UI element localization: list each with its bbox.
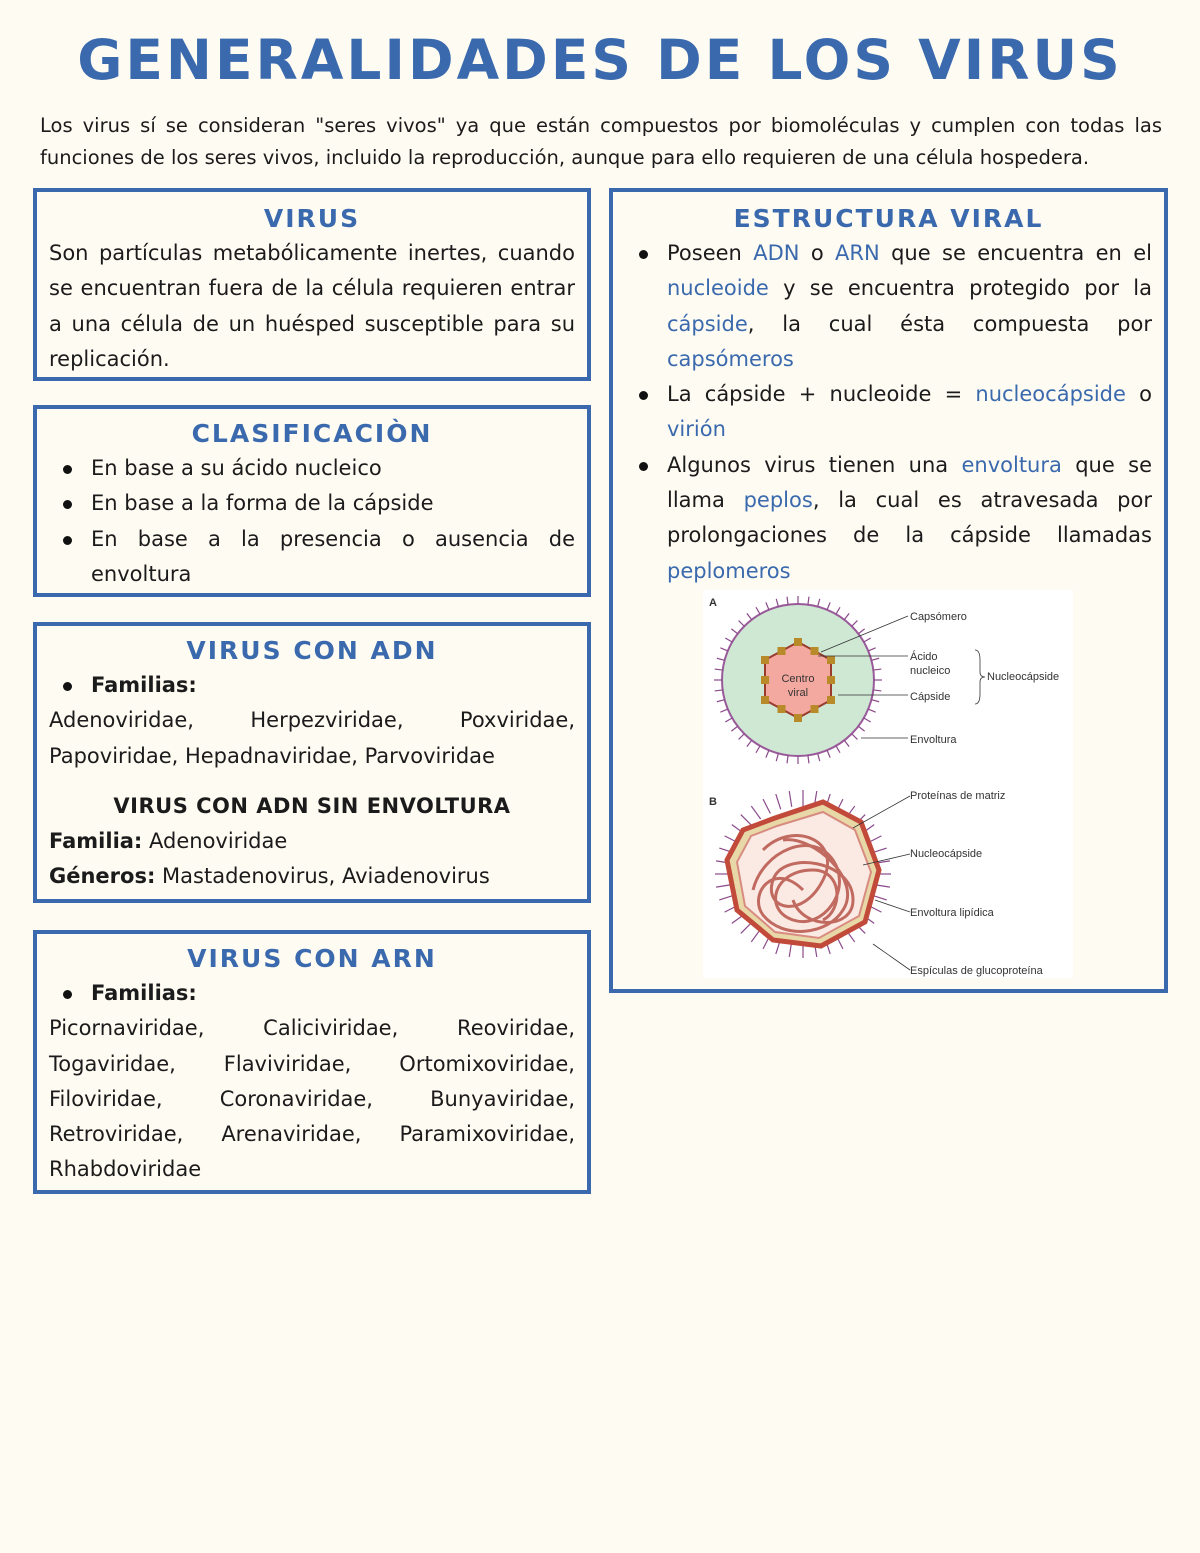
- adn-list: [49, 668, 575, 703]
- clasificacion-list: [49, 451, 575, 592]
- familia-value: Adenoviridae: [142, 828, 288, 853]
- arn-heading: VIRUS CON ARN: [187, 944, 437, 973]
- adn-generos-line: [49, 859, 575, 894]
- list-item: La cápside + nucleoide = nucleocápside o virión: [625, 377, 1152, 448]
- estructura-heading: ESTRUCTURA VIRAL: [733, 204, 1044, 233]
- keyword: peplomeros: [667, 558, 791, 583]
- page-title: GENERALIDADES DE LOS VIRUS: [77, 28, 1123, 92]
- centro-label-2: viral: [787, 687, 809, 699]
- centro-label-1: Centro: [781, 673, 815, 685]
- keyword: virión: [667, 417, 726, 442]
- arn-list: [49, 976, 575, 1011]
- list-item: En base a la presencia o ausencia de envoltura: [49, 522, 575, 593]
- nucleocapside-label: Nucleocápside: [987, 671, 1060, 683]
- clasificacion-heading: CLASIFICACIÒN: [191, 419, 433, 448]
- enveloped-virus-diagram: [714, 596, 882, 764]
- familia-label: Familia:: [49, 828, 143, 853]
- capsomero-label: Capsómero: [910, 611, 967, 623]
- list-item: En base a su ácido nucleico: [49, 451, 575, 486]
- arn-card: [33, 930, 591, 1194]
- figure-label-a: A: [709, 597, 717, 609]
- list-item: Poseen ADN o ARN que se encuentra en el nucleoide y se encuentra protegido por la cápside, la cual ésta compuesta por capsómeros: [625, 236, 1152, 377]
- espiculas-label: Espículas de glucoproteína: [910, 965, 1043, 977]
- generos-value: Mastadenovirus, Aviadenovirus: [155, 864, 490, 889]
- list-item: [49, 668, 575, 703]
- envoltura-label: Envoltura: [910, 734, 957, 746]
- familias-label: Familias:: [91, 981, 197, 1005]
- keyword: capsómeros: [667, 346, 794, 371]
- adn-heading: VIRUS CON ADN: [186, 636, 438, 665]
- acido-label-2: nucleico: [910, 665, 951, 677]
- nucleocapside-b-label: Nucleocápside: [910, 848, 983, 860]
- keyword: envoltura: [961, 452, 1062, 477]
- keyword: ADN: [753, 241, 800, 265]
- keyword: nucleoide: [667, 276, 769, 301]
- keyword: cápside: [667, 311, 748, 336]
- list-item: [49, 976, 575, 1011]
- keyword: ARN: [835, 241, 880, 265]
- estructura-list: [625, 236, 1152, 589]
- intro-paragraph: Los virus sí se consideran "seres vivos" ya que están compuestos por biomoléculas y cumplen con todas las funciones de los seres vivos, incluido la reproducción, aunque para ello requieren de una célula hospedera.: [40, 114, 1162, 169]
- acido-label-1: Ácido: [910, 651, 938, 663]
- keyword: nucleocápside: [975, 382, 1126, 407]
- adn-familia-line: [49, 824, 575, 859]
- adn-familias: Adenoviridae, Herpezviridae, Poxviridae, Papoviridae, Hepadnaviridae, Parvoviridae: [49, 708, 575, 768]
- familias-label: Familias:: [91, 673, 197, 697]
- arn-familias: Picornaviridae, Caliciviridae, Reoviridae, Togaviridae, Flaviviridae, Ortomixoviridae, Filoviridae, Coronaviridae, Bunyaviridae, Retroviridae, Arenaviridae, Paramixoviridae, Rhabdoviridae: [49, 1016, 575, 1182]
- virus-card: [33, 188, 591, 381]
- adn-sub-heading: VIRUS CON ADN SIN ENVOLTURA: [113, 793, 511, 818]
- proteinas-label: Proteínas de matriz: [910, 790, 1006, 802]
- keyword: peplos: [743, 488, 813, 513]
- list-item: Algunos virus tienen una envoltura que se llama peplos, la cual es atravesada por prolongaciones de la cápside llamadas peplomeros: [625, 448, 1152, 589]
- virus-text: Son partículas metabólicamente inertes, cuando se encuentran fuera de la célula requieren entrar a una célula de un huésped susceptible para su replicación.: [49, 241, 575, 371]
- capside-label: Cápside: [910, 691, 951, 703]
- envoltura-lipidica-label: Envoltura lipídica: [910, 907, 994, 919]
- list-item: En base a la forma de la cápside: [49, 486, 575, 521]
- figure-label-b: B: [709, 796, 717, 808]
- adn-card: [33, 622, 591, 903]
- virus-structure-figure: [703, 590, 1073, 978]
- helical-virus-diagram: [715, 790, 891, 958]
- clasificacion-card: [33, 405, 591, 597]
- generos-label: Géneros:: [49, 864, 156, 889]
- virus-heading: VIRUS: [263, 204, 361, 233]
